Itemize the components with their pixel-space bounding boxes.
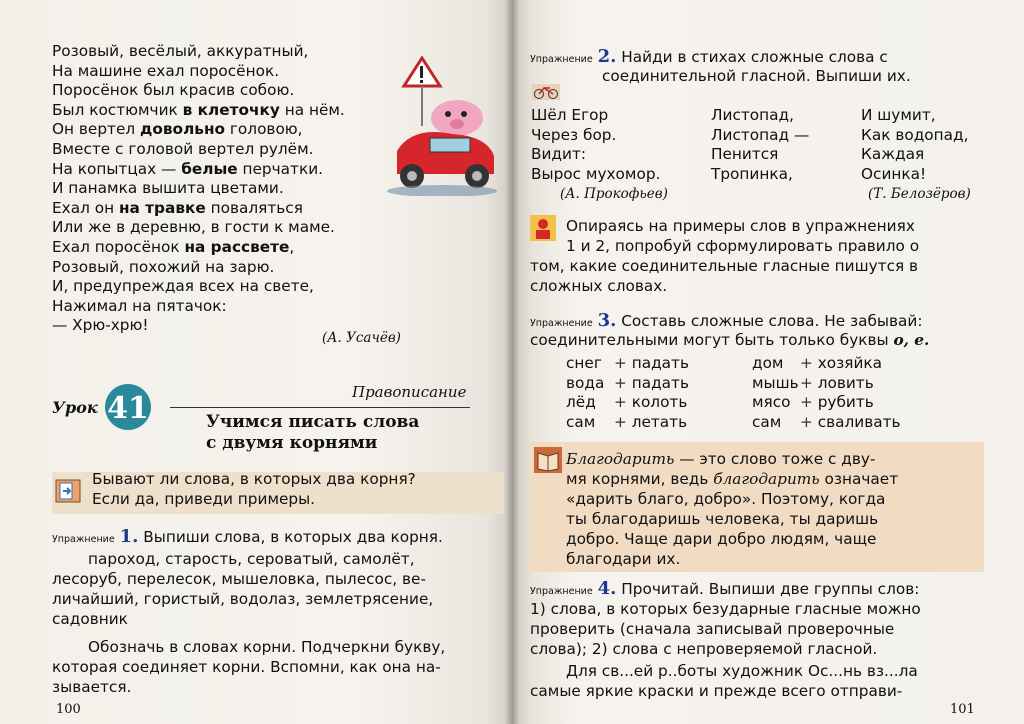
compose-pair: мясо + рубить	[752, 393, 874, 412]
exercise-1-words: личайший, гористый, водолаз, землетрясение,	[52, 590, 434, 608]
note-text: ты благодаришь человека, ты даришь	[566, 510, 879, 528]
exercise-1-instructions: которая соединяет корни. Вспомни, как она на-	[52, 658, 441, 676]
compose-pair: снег + падать	[566, 354, 689, 372]
door-icon	[54, 478, 84, 504]
rule-question: том, какие соединительные гласные пишутся в	[530, 257, 919, 275]
question-text: Бывают ли слова, в которых два корня? Если да, приведи примеры.	[92, 470, 416, 508]
poem-line: Нажимал на пятачок:	[52, 296, 227, 315]
page-number: 100	[56, 702, 81, 717]
compose-pair: мышь+ ловить	[752, 373, 874, 392]
lesson-number-badge	[98, 382, 158, 432]
compose-pairs-left	[566, 354, 689, 432]
book-icon	[534, 447, 562, 473]
poem	[52, 42, 345, 336]
rule-question: Опираясь на примеры слов в упражнениях	[566, 217, 915, 235]
poem-line: И панамка вышита цветами.	[52, 179, 284, 198]
poem-line: На копытцах — белые перчатки.	[52, 159, 324, 178]
poem-line: Ехал поросёнок на рассвете,	[52, 237, 295, 256]
exercise-4-text: Для св...ей р..боты художник Ос...нь вз...ла	[566, 662, 918, 680]
poem-line: Листопад —	[711, 125, 810, 144]
poem-author: (Т. Белозёров)	[868, 186, 971, 202]
bicycle-icon	[532, 84, 560, 100]
poem-line: Пенится	[711, 145, 779, 163]
lesson-number: 41	[107, 391, 149, 426]
poem-line: Розовый, похожий на зарю.	[52, 257, 275, 276]
compose-pair: сам + сваливать	[752, 412, 901, 431]
lesson-title: Учимся писать слова с двумя корнями	[206, 412, 420, 453]
exercise-4-text: самые яркие краски и прежде всего отправи-	[530, 682, 903, 700]
note-text: мя корнями, ведь благодарить означает	[566, 470, 899, 488]
poem-line: Как водопад,	[861, 125, 969, 144]
exercise-2-heading: Упражнение 2. Найди в стихах сложные слова с	[530, 46, 888, 67]
exercise-4-heading: Упражнение 4. Прочитай. Выпиши две группы слов:	[530, 578, 920, 599]
poem-line: Был костюмчик в клеточку на нём.	[52, 100, 345, 119]
poem-line: На машине ехал поросёнок.	[52, 61, 280, 80]
exercise-3-task: соединительными могут быть только буквы о, е.	[530, 331, 930, 349]
poem-line: Листопад,	[711, 106, 794, 124]
exercise-1-words: лесоруб, перелесок, мышеловка, пылесос, ве-	[52, 570, 426, 588]
poem-line: Осинка!	[861, 164, 927, 183]
poem-line: Поросёнок был красив собою.	[52, 81, 295, 100]
exercise-4-task: слова); 2) слова с непроверяемой гласной.	[530, 640, 878, 658]
lesson-divider	[170, 407, 470, 408]
exercise-2-task: соединительной гласной. Выпиши их.	[602, 67, 911, 85]
poem-line: Ехал он на травке поваляться	[52, 198, 303, 217]
compose-pairs-right	[752, 354, 901, 432]
compose-pair: сам + летать	[566, 412, 688, 431]
note-text: «дарить благо, добро». Поэтому, когда	[566, 490, 886, 508]
subject-heading: Правописание	[352, 383, 467, 401]
poem-line: Или же в деревню, в гости к маме.	[52, 218, 335, 237]
page-number: 101	[950, 702, 975, 717]
note-text: Благодарить — это слово тоже с дву-	[566, 450, 876, 468]
exercise-1-heading: Упражнение 1. Выпиши слова, в которых два корня.	[52, 526, 443, 547]
exercise-2-poems	[531, 106, 991, 186]
poem-author: (А. Прокофьев)	[560, 186, 668, 202]
exercise-4-task: проверить (сначала записывай проверочные	[530, 620, 895, 638]
poem-line: Видит:	[531, 145, 587, 163]
exercise-1-words: садовник	[52, 610, 128, 628]
note-text: добро. Чаще дари добро людям, чаще	[566, 530, 877, 548]
poem-line: Вместе с головой вертел рулём.	[52, 139, 314, 158]
pig-car-illustration	[382, 56, 502, 196]
poem-line: Вырос мухомор.	[531, 164, 661, 183]
exercise-1-instructions: зывается.	[52, 678, 132, 696]
exercise-4-task: 1) слова, в которых безударные гласные можно	[530, 600, 921, 618]
poem-line: Каждая	[861, 145, 925, 163]
poem-line: И шумит,	[861, 106, 936, 124]
poem-line: Тропинка,	[711, 164, 793, 183]
exercise-1-words: пароход, старость, сероватый, самолёт,	[88, 550, 415, 568]
exercise-1-instructions: Обозначь в словах корни. Подчеркни букву,	[88, 638, 446, 656]
note-text: благодари их.	[566, 550, 681, 568]
poem-line: Через бор.	[531, 125, 617, 144]
rule-question: 1 и 2, попробуй сформулировать правило о	[566, 237, 920, 255]
poem-line: Шёл Егор	[531, 106, 609, 124]
compose-pair: вода + падать	[566, 373, 689, 392]
book-gutter	[505, 0, 519, 724]
poem-line: — Хрю-хрю!	[52, 316, 149, 335]
poem-line: Он вертел довольно головою,	[52, 120, 303, 139]
lesson-label: Урок	[52, 398, 98, 417]
poem-line: Розовый, весёлый, аккуратный,	[52, 42, 309, 60]
rule-question: сложных словах.	[530, 277, 668, 295]
exercise-3-heading: Упражнение 3. Составь сложные слова. Не забывай:	[530, 310, 923, 331]
people-icon	[530, 215, 556, 241]
poem-line: И, предупреждая всех на свете,	[52, 277, 314, 296]
poem-author: (А. Усачёв)	[322, 330, 401, 346]
compose-pair: дом + хозяйка	[752, 354, 883, 372]
compose-pair: лёд + колоть	[566, 393, 688, 412]
